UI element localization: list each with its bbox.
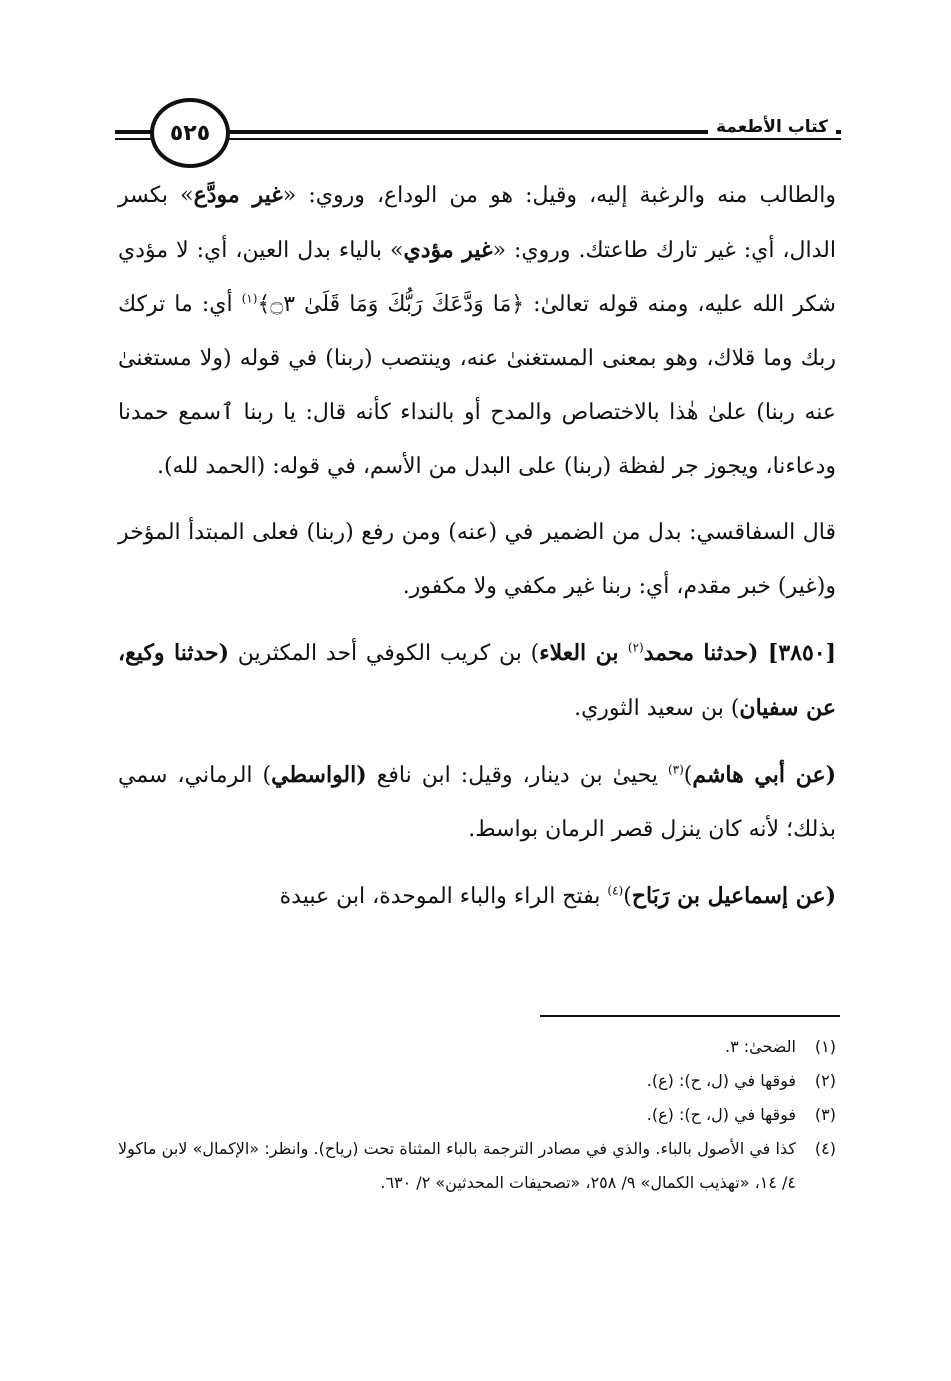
paragraph-3: [٣٨٥٠] (حدثنا محمد$^{(٢)}$ بن العلاء) بن كريب الكوفي أحد المكثرين (حدثنا وكيع، عن سفيان) بن سعيد الثوري.	[118, 640, 836, 721]
running-title: كتاب الأطعمة	[708, 117, 836, 137]
page-number-badge	[150, 98, 230, 168]
main-text	[118, 168, 836, 924]
footnote-item: (١) الضحىٰ: ٣.	[724, 1037, 836, 1056]
paragraph-5: (عن إسماعيل بن رَبَاح)$^{(٤)}$ بفتح الراء والباء الموحدة، ابن عبيدة	[279, 883, 836, 909]
paragraph-1: والطالب منه والرغبة إليه، وقيل: هو من الوداع، وروي: «غير مودَّع» بكسر الدال، أي: غير تارك طاعتك. وروي: «غير مؤدي» بالياء بدل العين، أي: لا مؤدي شكر الله عليه، ومنه قوله تعالىٰ: ﴿مَا وَدَّعَكَ رَبُّكَ وَمَا قَلَىٰ ۝٣﴾$^{(١)}$ أي: ما تركك ربك وما قلاك، وهو بمعنى المستغنىٰ عنه، وينتصب (ربنا) في قوله (ولا مستغنىٰ عنه ربنا) علىٰ هٰذا بالاختصاص والمدح أو بالنداء كأنه قال: يا ربنا ٱسمع حمدنا ودعاءنا، ويجوز جر لفظة (ربنا) على البدل من الأسم، في قوله: (الحمد لله).	[118, 182, 837, 479]
footnote-ref-1: (١)	[241, 291, 258, 306]
footnote-separator	[540, 1015, 840, 1017]
footnotes	[118, 1030, 836, 1200]
footnote-ref-3: (٣)	[667, 762, 684, 777]
footnote-ref-2: (٢)	[627, 640, 644, 655]
footnote-item: (٢) فوقها في (ل، ح): (ع).	[646, 1071, 836, 1090]
footnote-ref-4: (٤)	[607, 883, 624, 898]
footnote-item: (٣) فوقها في (ل، ح): (ع).	[646, 1105, 836, 1124]
paragraph-2: قال السفاقسي: بدل من الضمير في (عنه) ومن رفع (ربنا) فعلى المبتدأ المؤخر و(غير) خبر مقدم، أي: ربنا غير مكفي ولا مكفور.	[118, 520, 836, 599]
footnote-item: (٤) كذا في الأصول بالباء. والذي في مصادر الترجمة بالباء المثناة تحت (رياح). وانظر: «الإكمال» لابن ماكولا ٤/ ١٤، «تهذيب الكمال» ٩/ ٢٥٨، «تصحيفات المحدثين» ٢/ ٦٣٠.	[118, 1139, 836, 1192]
page-number: ٥٢٥	[169, 120, 211, 146]
paragraph-4: (عن أبي هاشم)$^{(٣)}$ يحيىٰ بن دينار، وقيل: ابن نافع (الواسطي) الرماني، سمي بذلك؛ لأنه كان ينزل قصر الرمان بواسط.	[118, 762, 836, 842]
